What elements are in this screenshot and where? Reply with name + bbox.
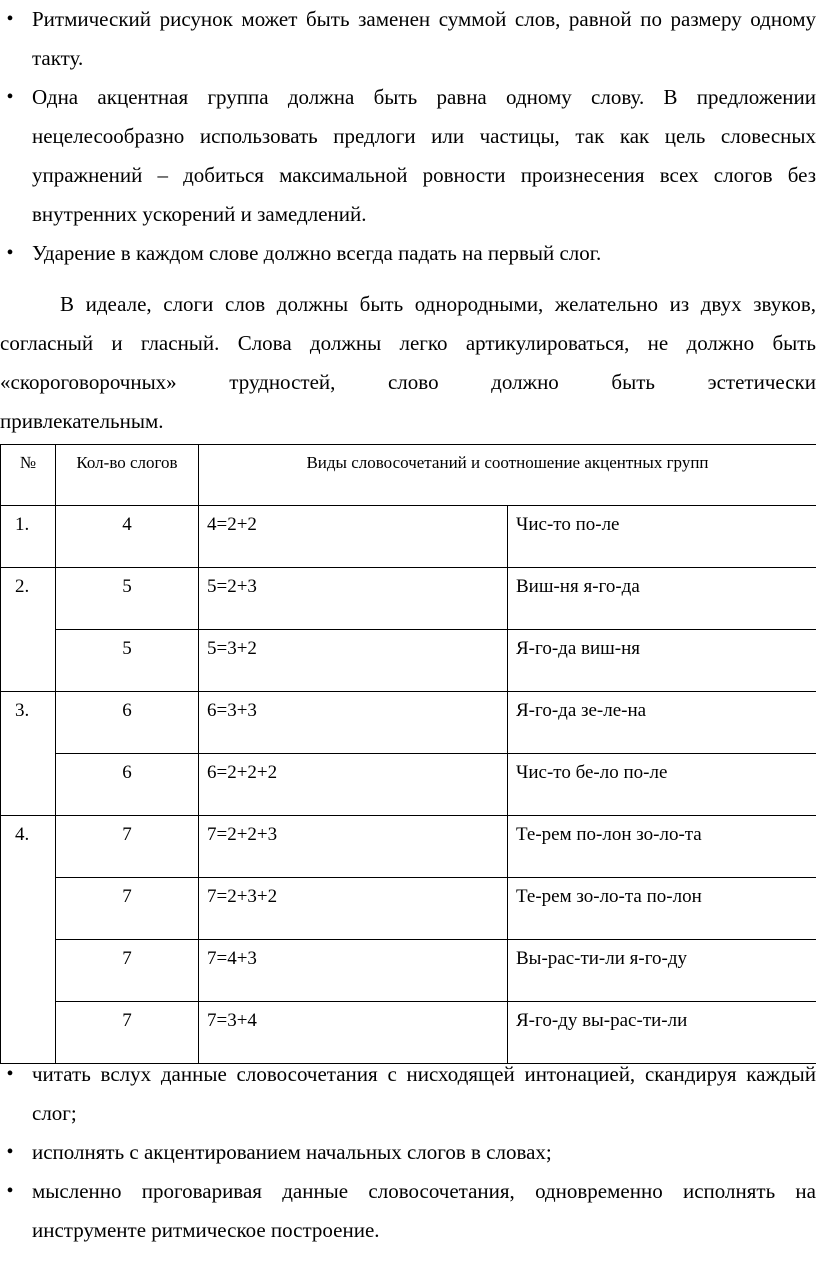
rules-list: [0, 0, 816, 273]
row-num: 1.: [1, 506, 56, 568]
table-row: [1, 568, 816, 630]
row-formula: 7=4+3: [199, 940, 508, 1002]
header-num: №: [1, 445, 56, 506]
list-item: [0, 0, 816, 78]
row-count: 6: [56, 754, 199, 816]
row-num: 4.: [1, 816, 56, 1064]
paragraph-line: привлекательным.: [0, 409, 164, 433]
table-row: [1, 692, 816, 754]
row-count: 7: [56, 940, 199, 1002]
bullet-icon: •: [6, 1180, 14, 1202]
exercise-list: [0, 1055, 816, 1250]
list-item-text: читать вслух данные словосочетания с нисходящей интонацией, скандируя каждый слог;: [32, 1062, 816, 1125]
header-count: Кол-во слогов: [56, 445, 199, 506]
bullet-icon: •: [6, 86, 14, 108]
row-count: 6: [56, 692, 199, 754]
paragraph-line: В идеале, слоги слов должны быть однородными, желательно из двух звуков,: [60, 292, 816, 316]
table-row: [1, 506, 816, 568]
paragraph-line: согласный и гласный. Слова должны легко артикулироваться, не должно быть: [0, 331, 816, 355]
row-formula: 5=3+2: [199, 630, 508, 692]
list-item-text: Ритмический рисунок может быть заменен суммой слов, равной по размеру одному такту.: [32, 7, 816, 70]
list-item: [0, 78, 816, 234]
row-count: 5: [56, 568, 199, 630]
row-formula: 6=3+3: [199, 692, 508, 754]
bullet-icon: •: [6, 1141, 14, 1163]
paragraph-line: «скороговорочных» трудностей, слово должно быть эстетически: [0, 370, 816, 394]
list-item-text: мысленно проговаривая данные словосочетания, одновременно исполнять на инструменте ритмическое построение.: [32, 1179, 816, 1242]
row-formula: 4=2+2: [199, 506, 508, 568]
body-paragraph: [0, 285, 816, 441]
bullet-icon: •: [6, 8, 14, 30]
table-row: [1, 754, 816, 816]
list-item-text: Ударение в каждом слове должно всегда падать на первый слог.: [32, 241, 602, 265]
table-header-row: [1, 445, 816, 506]
row-formula: 7=2+3+2: [199, 878, 508, 940]
row-count: 4: [56, 506, 199, 568]
row-words: Я-го-ду вы-рас-ти-ли: [508, 1002, 816, 1064]
row-count: 7: [56, 816, 199, 878]
row-words: Виш-ня я-го-да: [508, 568, 816, 630]
list-item: [0, 1172, 816, 1250]
row-count: 5: [56, 630, 199, 692]
row-words: Чис-то бе-ло по-ле: [508, 754, 816, 816]
row-num: 3.: [1, 692, 56, 816]
bullet-icon: •: [6, 242, 14, 264]
list-item-text: исполнять с акцентированием начальных слогов в словах;: [32, 1140, 552, 1164]
list-item: [0, 1055, 816, 1133]
table-row: [1, 940, 816, 1002]
row-words: Те-рем по-лон зо-ло-та: [508, 816, 816, 878]
row-formula: 5=2+3: [199, 568, 508, 630]
header-kinds: Виды словосочетаний и соотношение акцентных групп: [199, 445, 816, 506]
bullet-icon: •: [6, 1063, 14, 1085]
row-words: Я-го-да виш-ня: [508, 630, 816, 692]
row-words: Те-рем зо-ло-та по-лон: [508, 878, 816, 940]
row-words: Вы-рас-ти-ли я-го-ду: [508, 940, 816, 1002]
row-words: Чис-то по-ле: [508, 506, 816, 568]
table-row: [1, 878, 816, 940]
row-formula: 6=2+2+2: [199, 754, 508, 816]
list-item: [0, 1133, 816, 1172]
table-row: [1, 816, 816, 878]
table-row: [1, 630, 816, 692]
syllable-table: [0, 444, 816, 1064]
list-item: [0, 234, 816, 273]
row-count: 7: [56, 878, 199, 940]
list-item-text: Одна акцентная группа должна быть равна одному слову. В предложении нецелесообразно использовать предлоги или частицы, так как цель словесных упражнений – добиться максимальной ровности произнесения всех слогов без внутренних ускорений и замедлений.: [32, 85, 816, 226]
row-formula: 7=2+2+3: [199, 816, 508, 878]
row-words: Я-го-да зе-ле-на: [508, 692, 816, 754]
row-formula: 7=3+4: [199, 1002, 508, 1064]
row-num: 2.: [1, 568, 56, 692]
row-count: 7: [56, 1002, 199, 1064]
